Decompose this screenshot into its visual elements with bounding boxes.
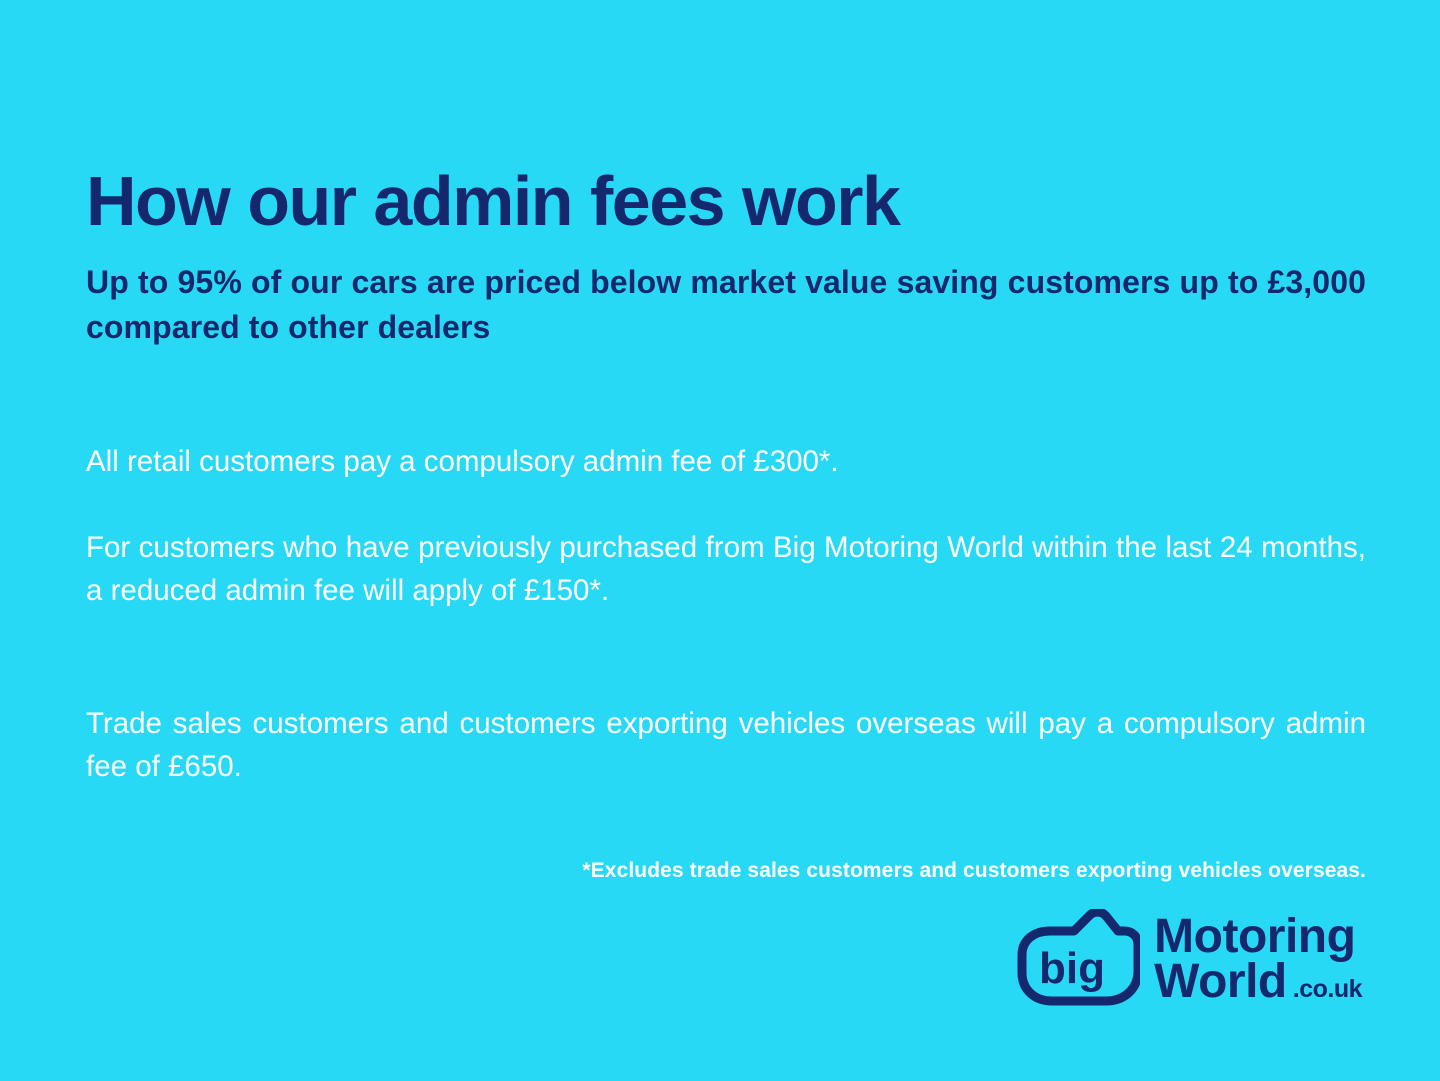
brand-line-world: World bbox=[1154, 955, 1287, 1008]
brand-line-motoring: Motoring bbox=[1154, 909, 1356, 963]
svg-text:big: big bbox=[1039, 944, 1106, 993]
paragraph-returning-customer-fee: For customers who have previously purchased from Big Motoring World within the last 24 months, a reduced admin fee will apply of £150*. bbox=[86, 530, 1366, 608]
big-car-icon bbox=[1012, 909, 1140, 1009]
subheadline: Up to 95% of our cars are priced below market value saving customers up to £3,000 compared to other dealers bbox=[86, 264, 1366, 346]
brand-logo bbox=[1012, 909, 1362, 1009]
page-title: How our admin fees work bbox=[86, 161, 900, 240]
brand-wordmark bbox=[1154, 909, 1362, 1008]
paragraph-retail-fee: All retail customers pay a compulsory admin fee of £300*. bbox=[86, 444, 839, 478]
brand-tld: .co.uk bbox=[1292, 974, 1362, 1003]
paragraph-trade-export-fee: Trade sales customers and customers exporting vehicles overseas will pay a compulsory admin fee of £650. bbox=[86, 706, 1366, 784]
footnote-exclusions: *Excludes trade sales customers and customers exporting vehicles overseas. bbox=[582, 859, 1366, 882]
